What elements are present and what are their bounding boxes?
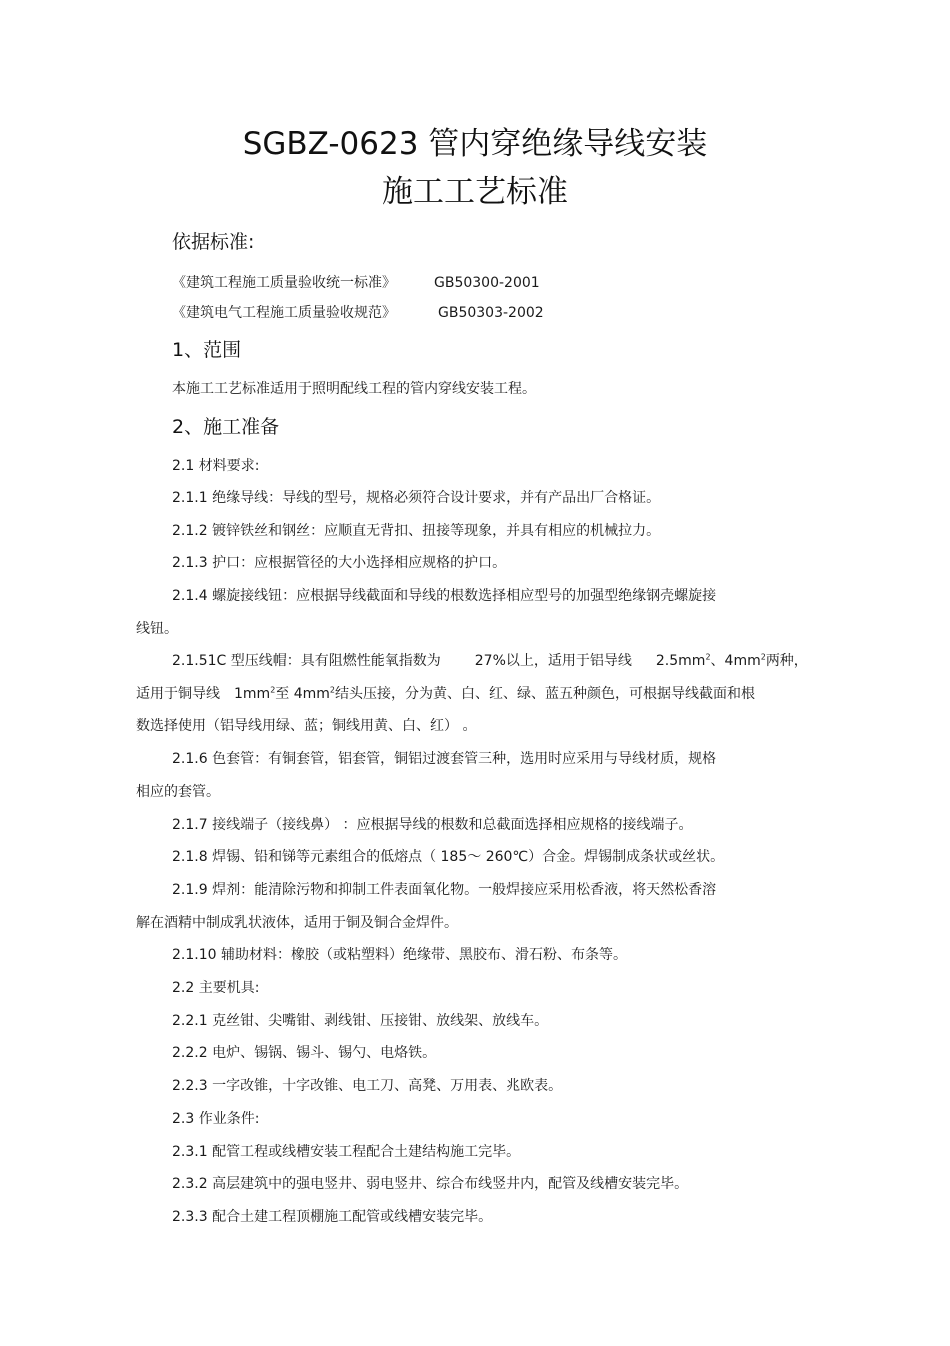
item-2-1-5-line3: 数选择使用（铝导线用绿、蓝；铜线用黄、白、红） 。 [136,718,477,734]
item-2-1-9-line2: 解在酒精中制成乳状液体，适用于铜及铜合金焊件。 [136,915,458,931]
item-2-1-7: 2.1.7 接线端子（接线鼻） ：应根据导线的根数和总截面选择相应规格的接线端子。 [172,817,693,833]
item-2-1: 2.1 材料要求: [172,458,260,474]
item-2-1-6-line1: 2.1.6 色套管：有铜套管，铝套管，铜铝过渡套管三种，选用时应采用与导线材质，规格 [172,751,717,767]
document-title-line1: SGBZ-0623 管内穿绝缘导线安装 [242,126,708,162]
item-2-2: 2.2 主要机具: [172,980,260,996]
item-2-2-3: 2.2.3 一字改锥，十字改锥、电工刀、高凳、万用表、兆欧表。 [172,1078,563,1094]
text-run: 1mm [234,686,271,702]
reference-standard-2 [172,304,544,322]
superscript: 2 [329,685,336,695]
text-run: 结头压接，分为黄、白、红、绿、蓝五种颜色，可根据导线截面和根 [335,686,756,702]
text-run: 2.1.51C 型压线帽：具有阻燃性能氧指数为 [172,653,441,669]
item-2-1-5-line1 [172,652,808,670]
item-2-3-1: 2.3.1 配管工程或线槽安装工程配合土建结构施工完毕。 [172,1144,521,1160]
superscript: 2 [705,652,711,662]
item-2-2-2: 2.2.2 电炉、锡锅、锡斗、锡勺、电烙铁。 [172,1045,437,1061]
section-1-text: 本施工工艺标准适用于照明配线工程的管内穿线安装工程。 [172,381,536,397]
reference-code: GB50300-2001 [434,275,540,291]
item-2-1-1: 2.1.1 绝缘导线：导线的型号，规格必须符合设计要求，并有产品出厂合格证。 [172,490,661,506]
text-run: 至 4mm [275,686,330,702]
reference-standard-1 [172,274,540,292]
item-2-1-5-line2 [136,685,755,703]
item-2-1-4-line1: 2.1.4 螺旋接线钮：应根据导线截面和导线的根数选择相应型号的加强型绝缘钢壳螺旋接 [172,588,717,604]
item-2-1-10: 2.1.10 辅助材料：橡胶（或粘塑料）绝缘带、黑胶布、滑石粉、布条等。 [172,947,627,963]
text-run: 、4mm [710,653,761,669]
section-2-heading: 2、施工准备 [172,416,280,438]
item-2-1-8: 2.1.8 焊锡、铅和锑等元素组合的低熔点（ 185～ 260℃）合金。焊锡制成条状或丝状。 [172,849,725,865]
item-2-3-3: 2.3.3 配合土建工程顶棚施工配管或线槽安装完毕。 [172,1209,493,1225]
superscript: 2 [760,652,766,662]
reference-name: 《建筑电气工程施工质量验收规范》 [172,305,396,321]
basis-heading: 依据标准: [172,231,255,253]
item-2-1-2: 2.1.2 镀锌铁丝和钢丝：应顺直无背扣、扭接等现象，并具有相应的机械拉力。 [172,523,661,539]
item-2-2-1: 2.2.1 克丝钳、尖嘴钳、剥线钳、压接钳、放线架、放线车。 [172,1013,549,1029]
section-1-heading: 1、范围 [172,339,242,361]
item-2-3: 2.3 作业条件: [172,1111,260,1127]
text-run: 2.5mm [655,653,706,669]
document-title-line2: 施工工艺标准 [382,174,568,210]
reference-code: GB50303-2002 [438,305,544,321]
superscript: 2 [270,685,276,695]
item-2-1-9-line1: 2.1.9 焊剂：能清除污物和抑制工件表面氧化物。一般焊接应采用松香液，将天然松香溶 [172,882,717,898]
reference-name: 《建筑工程施工质量验收统一标准》 [172,275,396,291]
text-run: 27%以上，适用于铝导线 [474,653,632,669]
item-2-1-6-line2: 相应的套管。 [136,784,220,800]
item-2-1-4-line2: 线钮。 [136,621,178,637]
item-2-1-3: 2.1.3 护口：应根据管径的大小选择相应规格的护口。 [172,555,507,571]
text-run: 两种， [765,653,808,669]
item-2-3-2: 2.3.2 高层建筑中的强电竖井、弱电竖井、综合布线竖井内，配管及线槽安装完毕。 [172,1176,689,1192]
text-run: 适用于铜导线 [136,686,220,702]
